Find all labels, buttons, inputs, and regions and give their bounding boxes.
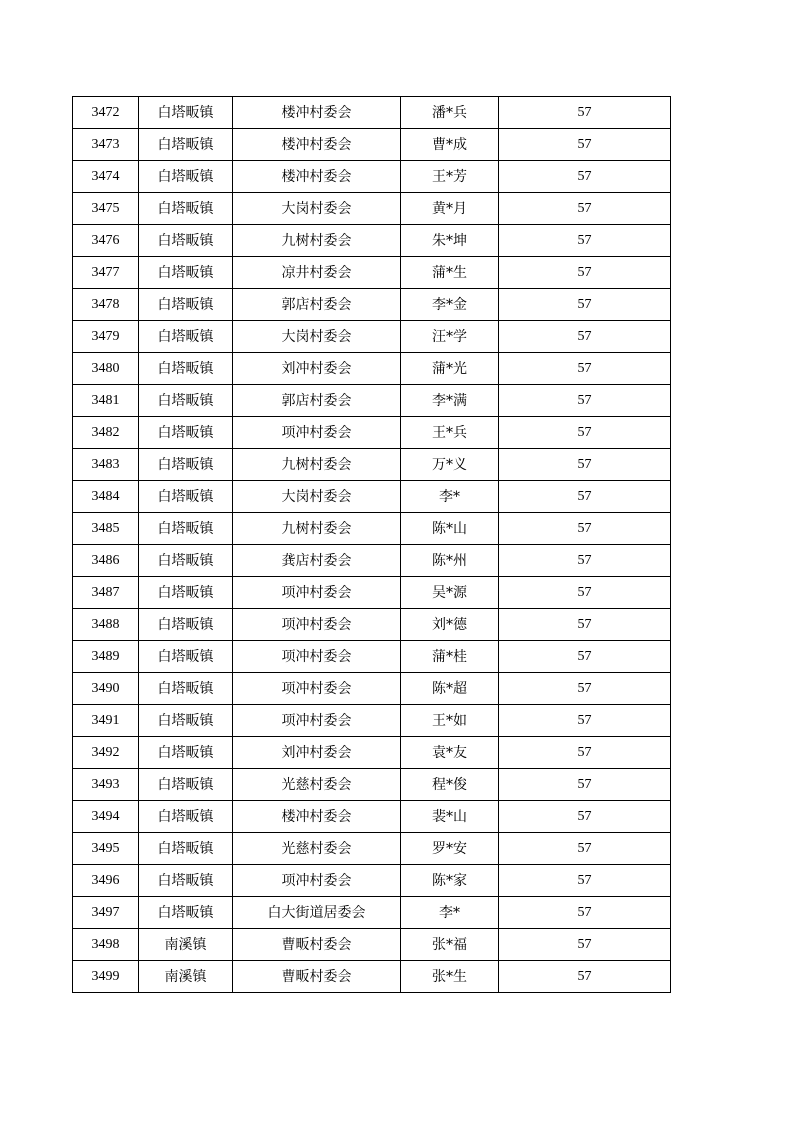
serial-number-cell: 3493 bbox=[73, 769, 139, 801]
town-cell: 南溪镇 bbox=[139, 929, 233, 961]
record-table-body bbox=[73, 97, 671, 993]
serial-number-cell: 3482 bbox=[73, 417, 139, 449]
amount-cell: 57 bbox=[499, 225, 671, 257]
table-row bbox=[73, 321, 671, 353]
town-cell: 白塔畈镇 bbox=[139, 737, 233, 769]
town-cell: 白塔畈镇 bbox=[139, 97, 233, 129]
amount-cell: 57 bbox=[499, 417, 671, 449]
person-name-cell: 曹*成 bbox=[401, 129, 499, 161]
amount-cell: 57 bbox=[499, 577, 671, 609]
table-row bbox=[73, 865, 671, 897]
town-cell: 白塔畈镇 bbox=[139, 673, 233, 705]
town-cell: 白塔畈镇 bbox=[139, 289, 233, 321]
serial-number-cell: 3489 bbox=[73, 641, 139, 673]
town-cell: 白塔畈镇 bbox=[139, 257, 233, 289]
serial-number-cell: 3475 bbox=[73, 193, 139, 225]
serial-number-cell: 3481 bbox=[73, 385, 139, 417]
person-name-cell: 潘*兵 bbox=[401, 97, 499, 129]
amount-cell: 57 bbox=[499, 129, 671, 161]
table-row bbox=[73, 97, 671, 129]
table-row bbox=[73, 129, 671, 161]
table-row bbox=[73, 513, 671, 545]
person-name-cell: 吴*源 bbox=[401, 577, 499, 609]
committee-cell: 项冲村委会 bbox=[233, 417, 401, 449]
person-name-cell: 李* bbox=[401, 481, 499, 513]
amount-cell: 57 bbox=[499, 705, 671, 737]
committee-cell: 楼冲村委会 bbox=[233, 161, 401, 193]
amount-cell: 57 bbox=[499, 449, 671, 481]
person-name-cell: 张*福 bbox=[401, 929, 499, 961]
person-name-cell: 罗*安 bbox=[401, 833, 499, 865]
serial-number-cell: 3484 bbox=[73, 481, 139, 513]
person-name-cell: 李*金 bbox=[401, 289, 499, 321]
amount-cell: 57 bbox=[499, 833, 671, 865]
serial-number-cell: 3480 bbox=[73, 353, 139, 385]
town-cell: 白塔畈镇 bbox=[139, 897, 233, 929]
committee-cell: 九树村委会 bbox=[233, 449, 401, 481]
town-cell: 白塔畈镇 bbox=[139, 129, 233, 161]
committee-cell: 九树村委会 bbox=[233, 513, 401, 545]
committee-cell: 曹畈村委会 bbox=[233, 929, 401, 961]
person-name-cell: 蒲*桂 bbox=[401, 641, 499, 673]
town-cell: 白塔畈镇 bbox=[139, 641, 233, 673]
town-cell: 白塔畈镇 bbox=[139, 865, 233, 897]
committee-cell: 项冲村委会 bbox=[233, 609, 401, 641]
serial-number-cell: 3473 bbox=[73, 129, 139, 161]
committee-cell: 楼冲村委会 bbox=[233, 801, 401, 833]
person-name-cell: 王*兵 bbox=[401, 417, 499, 449]
committee-cell: 大岗村委会 bbox=[233, 481, 401, 513]
town-cell: 白塔畈镇 bbox=[139, 545, 233, 577]
table-row bbox=[73, 161, 671, 193]
serial-number-cell: 3476 bbox=[73, 225, 139, 257]
person-name-cell: 刘*德 bbox=[401, 609, 499, 641]
amount-cell: 57 bbox=[499, 481, 671, 513]
committee-cell: 刘冲村委会 bbox=[233, 353, 401, 385]
person-name-cell: 黄*月 bbox=[401, 193, 499, 225]
table-row bbox=[73, 737, 671, 769]
person-name-cell: 陈*山 bbox=[401, 513, 499, 545]
table-row bbox=[73, 545, 671, 577]
serial-number-cell: 3497 bbox=[73, 897, 139, 929]
committee-cell: 九树村委会 bbox=[233, 225, 401, 257]
committee-cell: 光慈村委会 bbox=[233, 833, 401, 865]
serial-number-cell: 3495 bbox=[73, 833, 139, 865]
committee-cell: 项冲村委会 bbox=[233, 673, 401, 705]
committee-cell: 龚店村委会 bbox=[233, 545, 401, 577]
committee-cell: 郭店村委会 bbox=[233, 289, 401, 321]
serial-number-cell: 3490 bbox=[73, 673, 139, 705]
table-row bbox=[73, 353, 671, 385]
town-cell: 白塔畈镇 bbox=[139, 385, 233, 417]
town-cell: 白塔畈镇 bbox=[139, 481, 233, 513]
table-row bbox=[73, 289, 671, 321]
committee-cell: 项冲村委会 bbox=[233, 865, 401, 897]
table-row bbox=[73, 929, 671, 961]
serial-number-cell: 3472 bbox=[73, 97, 139, 129]
amount-cell: 57 bbox=[499, 609, 671, 641]
serial-number-cell: 3491 bbox=[73, 705, 139, 737]
table-row bbox=[73, 481, 671, 513]
person-name-cell: 蒲*光 bbox=[401, 353, 499, 385]
person-name-cell: 汪*学 bbox=[401, 321, 499, 353]
table-row bbox=[73, 833, 671, 865]
town-cell: 白塔畈镇 bbox=[139, 769, 233, 801]
town-cell: 白塔畈镇 bbox=[139, 161, 233, 193]
town-cell: 白塔畈镇 bbox=[139, 577, 233, 609]
committee-cell: 项冲村委会 bbox=[233, 705, 401, 737]
table-row bbox=[73, 449, 671, 481]
amount-cell: 57 bbox=[499, 257, 671, 289]
town-cell: 白塔畈镇 bbox=[139, 353, 233, 385]
table-row bbox=[73, 385, 671, 417]
town-cell: 白塔畈镇 bbox=[139, 321, 233, 353]
amount-cell: 57 bbox=[499, 673, 671, 705]
committee-cell: 凉井村委会 bbox=[233, 257, 401, 289]
serial-number-cell: 3486 bbox=[73, 545, 139, 577]
amount-cell: 57 bbox=[499, 193, 671, 225]
table-row bbox=[73, 897, 671, 929]
table-row bbox=[73, 193, 671, 225]
committee-cell: 项冲村委会 bbox=[233, 577, 401, 609]
person-name-cell: 朱*坤 bbox=[401, 225, 499, 257]
serial-number-cell: 3474 bbox=[73, 161, 139, 193]
town-cell: 白塔畈镇 bbox=[139, 513, 233, 545]
town-cell: 南溪镇 bbox=[139, 961, 233, 993]
serial-number-cell: 3496 bbox=[73, 865, 139, 897]
table-row bbox=[73, 641, 671, 673]
serial-number-cell: 3487 bbox=[73, 577, 139, 609]
person-name-cell: 陈*超 bbox=[401, 673, 499, 705]
table-row bbox=[73, 225, 671, 257]
town-cell: 白塔畈镇 bbox=[139, 705, 233, 737]
amount-cell: 57 bbox=[499, 737, 671, 769]
record-table bbox=[72, 96, 671, 993]
amount-cell: 57 bbox=[499, 961, 671, 993]
serial-number-cell: 3485 bbox=[73, 513, 139, 545]
person-name-cell: 王*如 bbox=[401, 705, 499, 737]
person-name-cell: 陈*州 bbox=[401, 545, 499, 577]
person-name-cell: 蒲*生 bbox=[401, 257, 499, 289]
committee-cell: 大岗村委会 bbox=[233, 193, 401, 225]
committee-cell: 曹畈村委会 bbox=[233, 961, 401, 993]
person-name-cell: 李* bbox=[401, 897, 499, 929]
town-cell: 白塔畈镇 bbox=[139, 801, 233, 833]
table-row bbox=[73, 609, 671, 641]
serial-number-cell: 3479 bbox=[73, 321, 139, 353]
amount-cell: 57 bbox=[499, 929, 671, 961]
person-name-cell: 袁*友 bbox=[401, 737, 499, 769]
amount-cell: 57 bbox=[499, 289, 671, 321]
amount-cell: 57 bbox=[499, 97, 671, 129]
amount-cell: 57 bbox=[499, 641, 671, 673]
committee-cell: 大岗村委会 bbox=[233, 321, 401, 353]
committee-cell: 刘冲村委会 bbox=[233, 737, 401, 769]
amount-cell: 57 bbox=[499, 545, 671, 577]
amount-cell: 57 bbox=[499, 865, 671, 897]
committee-cell: 郭店村委会 bbox=[233, 385, 401, 417]
person-name-cell: 万*义 bbox=[401, 449, 499, 481]
committee-cell: 楼冲村委会 bbox=[233, 97, 401, 129]
amount-cell: 57 bbox=[499, 321, 671, 353]
serial-number-cell: 3488 bbox=[73, 609, 139, 641]
amount-cell: 57 bbox=[499, 353, 671, 385]
table-row bbox=[73, 257, 671, 289]
amount-cell: 57 bbox=[499, 161, 671, 193]
table-row bbox=[73, 705, 671, 737]
committee-cell: 光慈村委会 bbox=[233, 769, 401, 801]
person-name-cell: 张*生 bbox=[401, 961, 499, 993]
amount-cell: 57 bbox=[499, 769, 671, 801]
person-name-cell: 陈*家 bbox=[401, 865, 499, 897]
town-cell: 白塔畈镇 bbox=[139, 833, 233, 865]
amount-cell: 57 bbox=[499, 897, 671, 929]
table-row bbox=[73, 577, 671, 609]
table-row bbox=[73, 961, 671, 993]
serial-number-cell: 3477 bbox=[73, 257, 139, 289]
committee-cell: 项冲村委会 bbox=[233, 641, 401, 673]
person-name-cell: 李*满 bbox=[401, 385, 499, 417]
person-name-cell: 程*俊 bbox=[401, 769, 499, 801]
person-name-cell: 王*芳 bbox=[401, 161, 499, 193]
amount-cell: 57 bbox=[499, 385, 671, 417]
amount-cell: 57 bbox=[499, 801, 671, 833]
town-cell: 白塔畈镇 bbox=[139, 609, 233, 641]
table-row bbox=[73, 769, 671, 801]
serial-number-cell: 3498 bbox=[73, 929, 139, 961]
town-cell: 白塔畈镇 bbox=[139, 449, 233, 481]
serial-number-cell: 3492 bbox=[73, 737, 139, 769]
town-cell: 白塔畈镇 bbox=[139, 225, 233, 257]
table-row bbox=[73, 801, 671, 833]
committee-cell: 楼冲村委会 bbox=[233, 129, 401, 161]
serial-number-cell: 3483 bbox=[73, 449, 139, 481]
serial-number-cell: 3494 bbox=[73, 801, 139, 833]
table-row bbox=[73, 673, 671, 705]
table-row bbox=[73, 417, 671, 449]
amount-cell: 57 bbox=[499, 513, 671, 545]
person-name-cell: 裴*山 bbox=[401, 801, 499, 833]
town-cell: 白塔畈镇 bbox=[139, 417, 233, 449]
committee-cell: 白大街道居委会 bbox=[233, 897, 401, 929]
town-cell: 白塔畈镇 bbox=[139, 193, 233, 225]
serial-number-cell: 3478 bbox=[73, 289, 139, 321]
serial-number-cell: 3499 bbox=[73, 961, 139, 993]
